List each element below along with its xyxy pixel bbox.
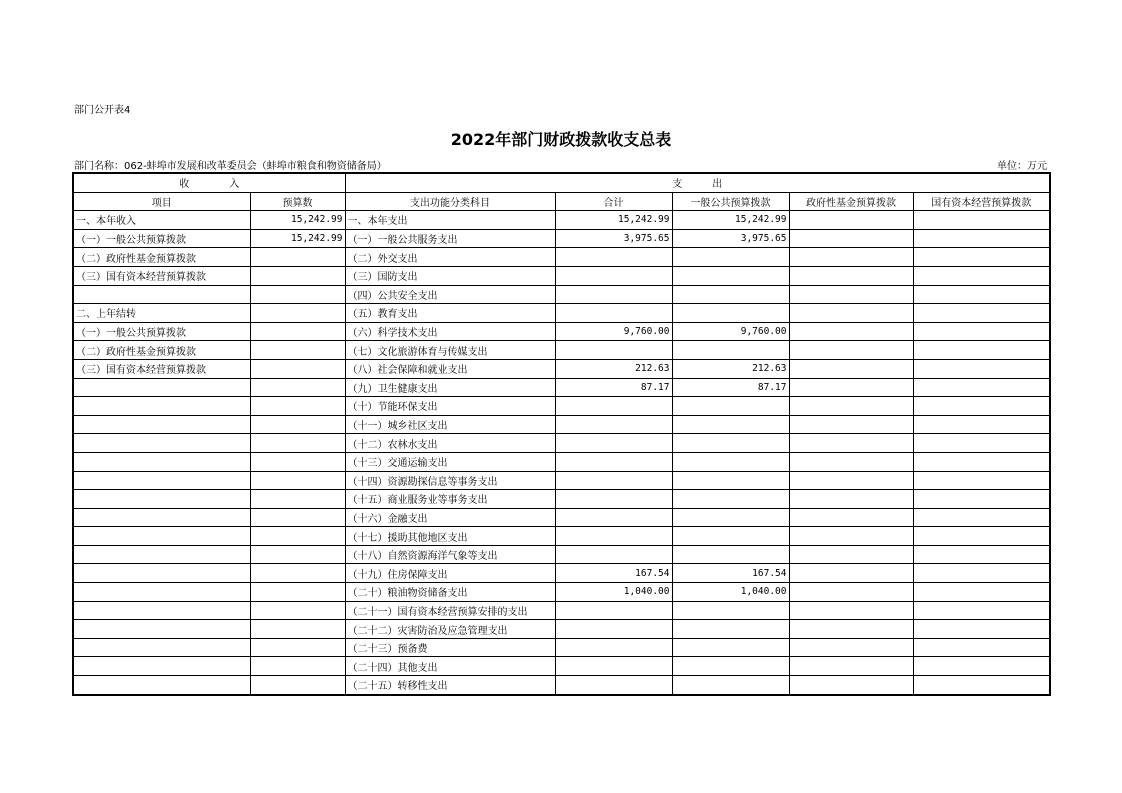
expense-item-cell: （十七）援助其他地区支出 xyxy=(345,527,555,546)
fund-budget-cell xyxy=(789,676,913,695)
table-row xyxy=(73,564,1050,583)
table-row xyxy=(73,415,1050,434)
income-amount-cell xyxy=(250,620,345,639)
income-amount-cell xyxy=(250,583,345,602)
expense-item-cell: （二十一）国有资本经营预算安排的支出 xyxy=(345,601,555,620)
total-cell xyxy=(555,341,672,360)
income-item-cell xyxy=(73,676,250,695)
general-budget-cell xyxy=(672,657,789,676)
expense-item-cell: （二十）粮油物资储备支出 xyxy=(345,583,555,602)
expense-item-cell: （十八）自然资源海洋气象等支出 xyxy=(345,545,555,564)
fund-budget-cell xyxy=(789,266,913,285)
general-budget-cell xyxy=(672,304,789,323)
state-capital-cell xyxy=(913,601,1050,620)
table-row xyxy=(73,341,1050,360)
general-budget-cell xyxy=(672,490,789,509)
state-capital-cell xyxy=(913,638,1050,657)
fund-budget-cell xyxy=(789,434,913,453)
expense-item-cell: （八）社会保障和就业支出 xyxy=(345,359,555,378)
income-amount-cell xyxy=(250,285,345,304)
total-cell xyxy=(555,471,672,490)
general-budget-cell: 3,975.65 xyxy=(672,229,789,248)
total-cell: 167.54 xyxy=(555,564,672,583)
expense-item-cell: （二十二）灾害防治及应急管理支出 xyxy=(345,620,555,639)
general-budget-cell xyxy=(672,266,789,285)
income-item-cell: 一、本年收入 xyxy=(73,211,250,230)
state-capital-cell xyxy=(913,322,1050,341)
income-item-cell xyxy=(73,657,250,676)
page-title: 2022年部门财政拨款收支总表 xyxy=(450,130,672,149)
general-budget-cell: 212.63 xyxy=(672,359,789,378)
col-header-item: 项目 xyxy=(73,192,250,211)
income-item-cell xyxy=(73,452,250,471)
total-cell: 87.17 xyxy=(555,378,672,397)
expense-item-cell: （五）教育支出 xyxy=(345,304,555,323)
expense-item-cell: （十九）住房保障支出 xyxy=(345,564,555,583)
fund-budget-cell xyxy=(789,583,913,602)
fund-budget-cell xyxy=(789,564,913,583)
total-cell xyxy=(555,415,672,434)
total-cell xyxy=(555,638,672,657)
general-budget-cell xyxy=(672,415,789,434)
col-header-total: 合计 xyxy=(555,192,672,211)
fund-budget-cell xyxy=(789,304,913,323)
expense-item-cell: （二十三）预备费 xyxy=(345,638,555,657)
table-row xyxy=(73,471,1050,490)
expense-item-cell: 一、本年支出 xyxy=(345,211,555,230)
income-item-cell xyxy=(73,508,250,527)
income-item-cell xyxy=(73,471,250,490)
expense-item-cell: （十六）金融支出 xyxy=(345,508,555,527)
general-budget-cell: 9,760.00 xyxy=(672,322,789,341)
state-capital-cell xyxy=(913,508,1050,527)
income-amount-cell xyxy=(250,490,345,509)
total-cell xyxy=(555,434,672,453)
fund-budget-cell xyxy=(789,378,913,397)
general-budget-cell xyxy=(672,471,789,490)
table-row xyxy=(73,638,1050,657)
table-row xyxy=(73,676,1050,695)
expense-item-cell: （十三）交通运输支出 xyxy=(345,452,555,471)
income-item-cell xyxy=(73,527,250,546)
income-item-cell: （二）政府性基金预算拨款 xyxy=(73,248,250,267)
income-item-cell xyxy=(73,434,250,453)
fund-budget-cell xyxy=(789,508,913,527)
total-cell xyxy=(555,545,672,564)
fund-budget-cell xyxy=(789,638,913,657)
general-budget-cell: 87.17 xyxy=(672,378,789,397)
general-budget-cell xyxy=(672,620,789,639)
income-amount-cell xyxy=(250,676,345,695)
table-row xyxy=(73,266,1050,285)
fund-budget-cell xyxy=(789,601,913,620)
income-item-cell: （一）一般公共预算拨款 xyxy=(73,229,250,248)
fund-budget-cell xyxy=(789,285,913,304)
expense-item-cell: （四）公共安全支出 xyxy=(345,285,555,304)
income-amount-cell xyxy=(250,266,345,285)
state-capital-cell xyxy=(913,545,1050,564)
state-capital-cell xyxy=(913,471,1050,490)
state-capital-cell xyxy=(913,378,1050,397)
total-cell xyxy=(555,452,672,471)
col-header-fund: 政府性基金预算拨款 xyxy=(789,192,913,211)
state-capital-cell xyxy=(913,211,1050,230)
fund-budget-cell xyxy=(789,527,913,546)
income-amount-cell xyxy=(250,322,345,341)
income-amount-cell xyxy=(250,359,345,378)
expense-item-cell: （一）一般公共服务支出 xyxy=(345,229,555,248)
table-row xyxy=(73,601,1050,620)
table-row xyxy=(73,211,1050,230)
state-capital-cell xyxy=(913,359,1050,378)
income-amount-cell xyxy=(250,415,345,434)
income-amount-cell: 15,242.99 xyxy=(250,211,345,230)
expense-item-cell: （二十五）转移性支出 xyxy=(345,676,555,695)
department-name: 部门名称：062-蚌埠市发展和改革委员会（蚌埠市粮食和物资储备局） xyxy=(74,161,387,172)
state-capital-cell xyxy=(913,248,1050,267)
table-row xyxy=(73,583,1050,602)
income-item-cell: （二）政府性基金预算拨款 xyxy=(73,341,250,360)
general-budget-cell: 167.54 xyxy=(672,564,789,583)
general-budget-cell xyxy=(672,285,789,304)
state-capital-cell xyxy=(913,657,1050,676)
fund-budget-cell xyxy=(789,657,913,676)
table-row xyxy=(73,545,1050,564)
fund-budget-cell xyxy=(789,397,913,416)
income-amount-cell xyxy=(250,601,345,620)
fund-budget-cell xyxy=(789,490,913,509)
fund-budget-cell xyxy=(789,415,913,434)
general-budget-cell xyxy=(672,434,789,453)
general-budget-cell xyxy=(672,601,789,620)
expense-item-cell: （十一）城乡社区支出 xyxy=(345,415,555,434)
income-amount-cell xyxy=(250,508,345,527)
state-capital-cell xyxy=(913,527,1050,546)
table-row xyxy=(73,285,1050,304)
general-budget-cell xyxy=(672,341,789,360)
general-budget-cell xyxy=(672,676,789,695)
general-budget-cell xyxy=(672,248,789,267)
total-cell: 3,975.65 xyxy=(555,229,672,248)
income-amount-cell xyxy=(250,248,345,267)
income-amount-cell xyxy=(250,527,345,546)
total-cell xyxy=(555,397,672,416)
income-item-cell xyxy=(73,583,250,602)
expense-item-cell: （九）卫生健康支出 xyxy=(345,378,555,397)
col-header-state: 国有资本经营预算拨款 xyxy=(913,192,1050,211)
table-row xyxy=(73,248,1050,267)
income-item-cell xyxy=(73,545,250,564)
general-budget-cell xyxy=(672,508,789,527)
income-item-cell xyxy=(73,285,250,304)
expense-item-cell: （十二）农林水支出 xyxy=(345,434,555,453)
income-amount-cell xyxy=(250,545,345,564)
table-row xyxy=(73,378,1050,397)
expense-item-cell: （十五）商业服务业等事务支出 xyxy=(345,490,555,509)
state-capital-cell xyxy=(913,583,1050,602)
total-cell xyxy=(555,676,672,695)
state-capital-cell xyxy=(913,397,1050,416)
state-capital-cell xyxy=(913,285,1050,304)
total-cell: 9,760.00 xyxy=(555,322,672,341)
general-budget-cell xyxy=(672,452,789,471)
income-header: 收 入 xyxy=(73,173,345,192)
state-capital-cell xyxy=(913,676,1050,695)
income-amount-cell xyxy=(250,471,345,490)
total-cell: 212.63 xyxy=(555,359,672,378)
income-amount-cell xyxy=(250,564,345,583)
income-amount-cell: 15,242.99 xyxy=(250,229,345,248)
state-capital-cell xyxy=(913,434,1050,453)
income-amount-cell xyxy=(250,304,345,323)
expense-item-cell: （七）文化旅游体育与传媒支出 xyxy=(345,341,555,360)
expense-item-cell: （十）节能环保支出 xyxy=(345,397,555,416)
income-amount-cell xyxy=(250,397,345,416)
fund-budget-cell xyxy=(789,322,913,341)
table-row xyxy=(73,527,1050,546)
total-cell xyxy=(555,620,672,639)
income-item-cell: （一）一般公共预算拨款 xyxy=(73,322,250,341)
table-row xyxy=(73,229,1050,248)
expense-item-cell: （三）国防支出 xyxy=(345,266,555,285)
table-row xyxy=(73,359,1050,378)
total-cell: 1,040.00 xyxy=(555,583,672,602)
state-capital-cell xyxy=(913,304,1050,323)
table-row xyxy=(73,657,1050,676)
table-row xyxy=(73,322,1050,341)
income-amount-cell xyxy=(250,452,345,471)
expense-item-cell: （二）外交支出 xyxy=(345,248,555,267)
general-budget-cell xyxy=(672,527,789,546)
col-header-budget: 预算数 xyxy=(250,192,345,211)
expense-item-cell: （十四）资源勘探信息等事务支出 xyxy=(345,471,555,490)
general-budget-cell: 1,040.00 xyxy=(672,583,789,602)
general-budget-cell xyxy=(672,397,789,416)
income-item-cell xyxy=(73,490,250,509)
income-item-cell xyxy=(73,638,250,657)
total-cell xyxy=(555,285,672,304)
total-cell xyxy=(555,527,672,546)
state-capital-cell xyxy=(913,415,1050,434)
table-row xyxy=(73,508,1050,527)
section-header-row xyxy=(73,173,1050,192)
col-header-general: 一般公共预算拨款 xyxy=(672,192,789,211)
total-cell xyxy=(555,508,672,527)
income-item-cell xyxy=(73,601,250,620)
table-row xyxy=(73,304,1050,323)
general-budget-cell xyxy=(672,545,789,564)
state-capital-cell xyxy=(913,266,1050,285)
table-row xyxy=(73,397,1050,416)
income-amount-cell xyxy=(250,638,345,657)
income-item-cell: 二、上年结转 xyxy=(73,304,250,323)
expense-item-cell: （二十四）其他支出 xyxy=(345,657,555,676)
income-amount-cell xyxy=(250,657,345,676)
state-capital-cell xyxy=(913,229,1050,248)
fund-budget-cell xyxy=(789,229,913,248)
fund-budget-cell xyxy=(789,452,913,471)
state-capital-cell xyxy=(913,341,1050,360)
total-cell xyxy=(555,601,672,620)
fund-budget-cell xyxy=(789,471,913,490)
general-budget-cell: 15,242.99 xyxy=(672,211,789,230)
income-item-cell xyxy=(73,564,250,583)
fund-budget-cell xyxy=(789,359,913,378)
income-amount-cell xyxy=(250,434,345,453)
table-row xyxy=(73,434,1050,453)
income-item-cell xyxy=(73,620,250,639)
state-capital-cell xyxy=(913,490,1050,509)
total-cell xyxy=(555,304,672,323)
unit-label: 单位：万元 xyxy=(997,161,1047,172)
expense-header: 支 出 xyxy=(345,173,1050,192)
general-budget-cell xyxy=(672,638,789,657)
column-header-row xyxy=(73,192,1050,211)
budget-table xyxy=(72,172,1051,696)
fund-budget-cell xyxy=(789,341,913,360)
table-row xyxy=(73,620,1050,639)
income-amount-cell xyxy=(250,378,345,397)
total-cell xyxy=(555,490,672,509)
total-cell xyxy=(555,248,672,267)
fund-budget-cell xyxy=(789,545,913,564)
income-item-cell: （三）国有资本经营预算拨款 xyxy=(73,266,250,285)
document-code: 部门公开表4 xyxy=(74,105,131,116)
state-capital-cell xyxy=(913,564,1050,583)
col-header-function: 支出功能分类科目 xyxy=(345,192,555,211)
income-item-cell xyxy=(73,415,250,434)
total-cell xyxy=(555,266,672,285)
total-cell: 15,242.99 xyxy=(555,211,672,230)
income-amount-cell xyxy=(250,341,345,360)
state-capital-cell xyxy=(913,620,1050,639)
table-row xyxy=(73,490,1050,509)
income-item-cell xyxy=(73,378,250,397)
income-item-cell: （三）国有资本经营预算拨款 xyxy=(73,359,250,378)
table-row xyxy=(73,452,1050,471)
fund-budget-cell xyxy=(789,248,913,267)
fund-budget-cell xyxy=(789,620,913,639)
expense-item-cell: （六）科学技术支出 xyxy=(345,322,555,341)
income-item-cell xyxy=(73,397,250,416)
state-capital-cell xyxy=(913,452,1050,471)
total-cell xyxy=(555,657,672,676)
fund-budget-cell xyxy=(789,211,913,230)
